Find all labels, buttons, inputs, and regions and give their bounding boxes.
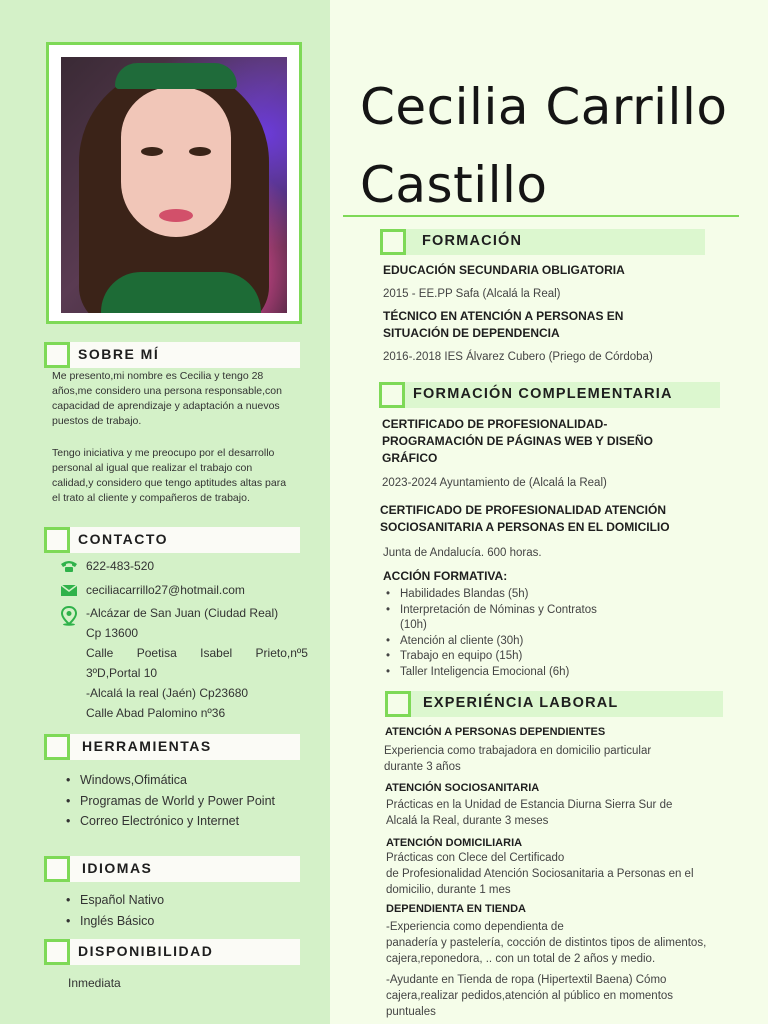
experience-detail: Prácticas con Clece del Certificado de Profesionalidad Atención Sociosanitaria a Personas en el domicilio, durante 1 mes <box>386 852 694 896</box>
checkbox-decoration <box>44 856 70 882</box>
section-header-tools <box>44 734 300 760</box>
section-title: CONTACTO <box>78 531 169 547</box>
languages-list <box>66 890 164 931</box>
list-item: • Taller Inteligencia Emocional (6h) <box>386 665 597 681</box>
experience-detail: Prácticas en la Unidad de Estancia Diurna Sierra Sur de Alcalá la Real, durante 3 meses <box>386 799 673 827</box>
education-title: TÉCNICO EN ATENCIÓN A PERSONAS EN SITUACIÓN DE DEPENDENCIA <box>383 309 624 340</box>
section-header-education <box>380 229 705 255</box>
list-item: • Español Nativo <box>66 890 164 911</box>
checkbox-decoration <box>385 691 411 717</box>
tools-list <box>66 770 275 832</box>
experience-title: ATENCIÓN DOMICILIARIA <box>386 837 523 849</box>
section-header-availability <box>44 939 300 965</box>
section-title: FORMACIÓN COMPLEMENTARIA <box>413 386 673 402</box>
phone-icon <box>60 559 78 575</box>
profile-photo-frame <box>46 42 302 324</box>
section-title: HERRAMIENTAS <box>82 738 212 754</box>
section-header-languages <box>44 856 300 882</box>
experience-title: ATENCIÓN A PERSONAS DEPENDIENTES <box>385 726 606 738</box>
checkbox-decoration <box>44 939 70 965</box>
section-title: DISPONIBILIDAD <box>78 943 214 959</box>
experience-title: ATENCIÓN SOCIOSANITARIA <box>385 782 540 794</box>
checkbox-decoration <box>379 382 405 408</box>
checkbox-decoration <box>44 342 70 368</box>
envelope-icon <box>60 583 78 599</box>
about-paragraph-2: Tengo iniciativa y me preocupo por el desarrollo personal al igual que realizar el trabajo con calidad,y considero que tengo aptitudes altas para el trato al cliente y compañeros de trabajo. <box>52 447 287 504</box>
section-header-contact <box>44 527 300 553</box>
education-detail: 2016-.2018 IES Álvarez Cubero (Priego de Córdoba) <box>383 351 653 363</box>
name-divider <box>343 215 739 217</box>
education-detail: 2015 - EE.PP Safa (Alcalá la Real) <box>383 288 561 300</box>
complementary-title: CERTIFICADO DE PROFESIONALIDAD ATENCIÓN SOCIOSANITARIA A PERSONAS EN EL DOMICILIO <box>380 503 670 534</box>
checkbox-decoration <box>44 527 70 553</box>
full-name-line-1: Cecilia Carrillo <box>360 78 728 136</box>
section-header-complementary <box>379 382 720 408</box>
list-item: • Programas de World y Power Point <box>66 791 275 812</box>
list-item: • Interpretación de Nóminas y Contratos (10h) <box>386 603 597 634</box>
complementary-detail: 2023-2024 Ayuntamiento de (Alcalá la Real) <box>382 477 607 489</box>
address-justified-line: Calle Poetisa Isabel Prieto,nº5 <box>86 646 308 660</box>
full-name-line-2: Castillo <box>360 156 548 214</box>
list-item: • Inglés Básico <box>66 911 164 932</box>
list-item: • Windows,Ofimática <box>66 770 275 791</box>
list-item: • Atención al cliente (30h) <box>386 634 597 650</box>
list-item: • Correo Electrónico y Internet <box>66 811 275 832</box>
section-header-experience <box>385 691 723 717</box>
availability-value: Inmediata <box>68 976 121 990</box>
list-item: • Habilidades Blandas (5h) <box>386 587 597 603</box>
training-list <box>386 587 597 680</box>
training-title: ACCIÓN FORMATIVA: <box>383 569 508 583</box>
complementary-detail: Junta de Andalucía. 600 horas. <box>383 547 542 559</box>
contact-address: -Alcázar de San Juan (Ciudad Real) Cp 13600 Calle Poetisa Isabel Prieto,nº5 3ºD,Portal 10 -Alcalá la real (Jaén) Cp23680 Calle Abad Palomino nº36 <box>86 606 308 720</box>
section-header-about <box>44 342 300 368</box>
complementary-title: CERTIFICADO DE PROFESIONALIDAD- PROGRAMACIÓN DE PÁGINAS WEB Y DISEÑO GRÁFICO <box>382 417 653 465</box>
location-pin-icon <box>60 606 78 622</box>
about-paragraph-1: Me presento,mi nombre es Cecilia y tengo 28 años,me considero una persona responsable,con capacidad de aprendizaje y adaptación a nuevos puestos de trabajo. <box>52 370 282 427</box>
profile-photo <box>61 57 287 313</box>
education-title: EDUCACIÓN SECUNDARIA OBLIGATORIA <box>383 263 625 277</box>
checkbox-decoration <box>44 734 70 760</box>
experience-title: DEPENDIENTA EN TIENDA <box>386 903 526 915</box>
section-title: IDIOMAS <box>82 860 153 876</box>
experience-detail: Experiencia como trabajadora en domicilio particular durante 3 años <box>384 745 652 773</box>
experience-detail: -Experiencia como dependienta de panadería y pastelería, cocción de distintos tipos de alimentos, cajera,reponedora, .. con un total de 2 años y medio. -Ayudante en Tienda de ropa (Hipertextil Baena) Cómo cajera,realizar pedidos,atención al público en momentos puntuales <box>386 921 707 1018</box>
checkbox-decoration <box>380 229 406 255</box>
section-title: SOBRE MÍ <box>78 346 160 362</box>
list-item: • Trabajo en equipo (15h) <box>386 649 597 665</box>
section-title: FORMACIÓN <box>422 233 523 249</box>
section-title: EXPERIÉNCIA LABORAL <box>423 695 619 711</box>
